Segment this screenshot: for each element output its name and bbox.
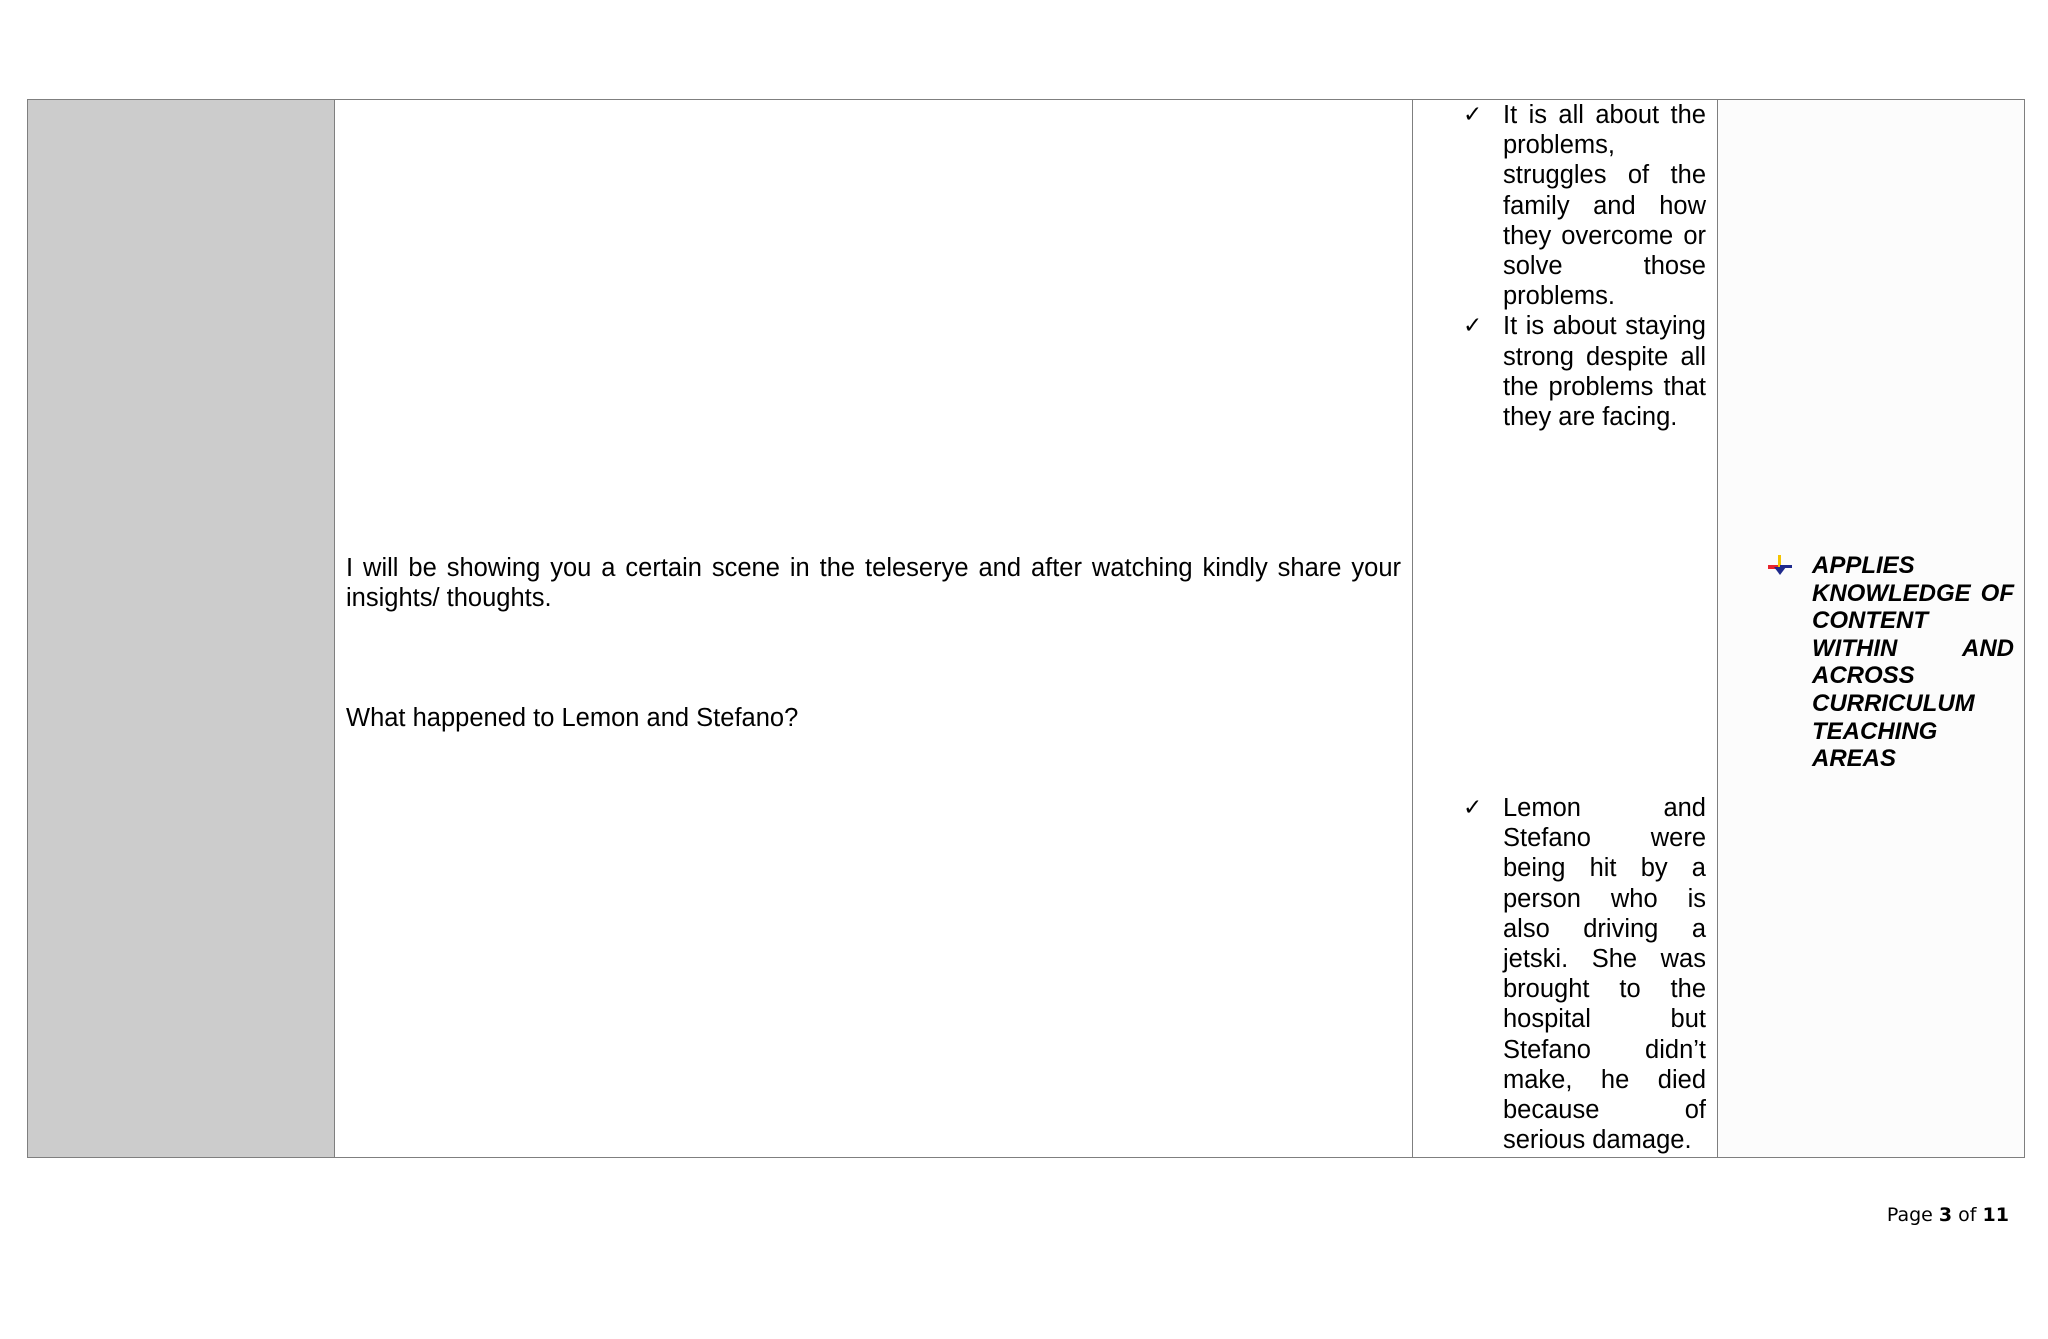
check-icon: ✓ [1463, 795, 1483, 821]
objective-text: APPLIES KNOWLEDGE OF CONTENT WITHIN AND ACROSS CURRICULUM TEACHING AREAS [1812, 552, 2014, 773]
objective-cell [1718, 100, 2025, 1158]
check-icon: ✓ [1463, 313, 1483, 340]
response-item [1463, 100, 1706, 311]
response-list [1463, 793, 1706, 1155]
page-footer [1887, 1204, 2009, 1226]
instruction-text: I will be showing you a certain scene in the teleserye and after watching kindly share your insights/ thoughts. [346, 554, 1401, 612]
response-text: Lemon and Stefano were being hit by a person who is also driving a jetski. She was brought to the hospital but Stefano didn’t make, he died because of serious damage. [1503, 794, 1706, 1155]
procedure-cell [335, 100, 1413, 1158]
objective-item [1768, 552, 2014, 773]
arrow-down-icon [1768, 555, 1792, 579]
total-pages: 11 [1982, 1204, 2009, 1226]
response-list [1463, 100, 1706, 432]
gray-column-cell [28, 100, 335, 1158]
check-icon: ✓ [1463, 102, 1483, 128]
response-item [1463, 311, 1706, 432]
response-text: It is all about the problems, struggles of the family and how they overcome or solve those problems. [1503, 101, 1706, 311]
table-row [28, 100, 2025, 1158]
of-label: of [1958, 1204, 1977, 1226]
response-item [1463, 793, 1706, 1155]
lesson-table [27, 99, 2025, 1158]
page-number: 3 [1938, 1204, 1953, 1226]
student-response-cell [1413, 100, 1718, 1158]
response-text: It is about staying strong despite all the problems that they are facing. [1503, 312, 1706, 432]
question-text: What happened to Lemon and Stefano? [346, 704, 799, 732]
page-label: Page [1886, 1204, 1933, 1226]
